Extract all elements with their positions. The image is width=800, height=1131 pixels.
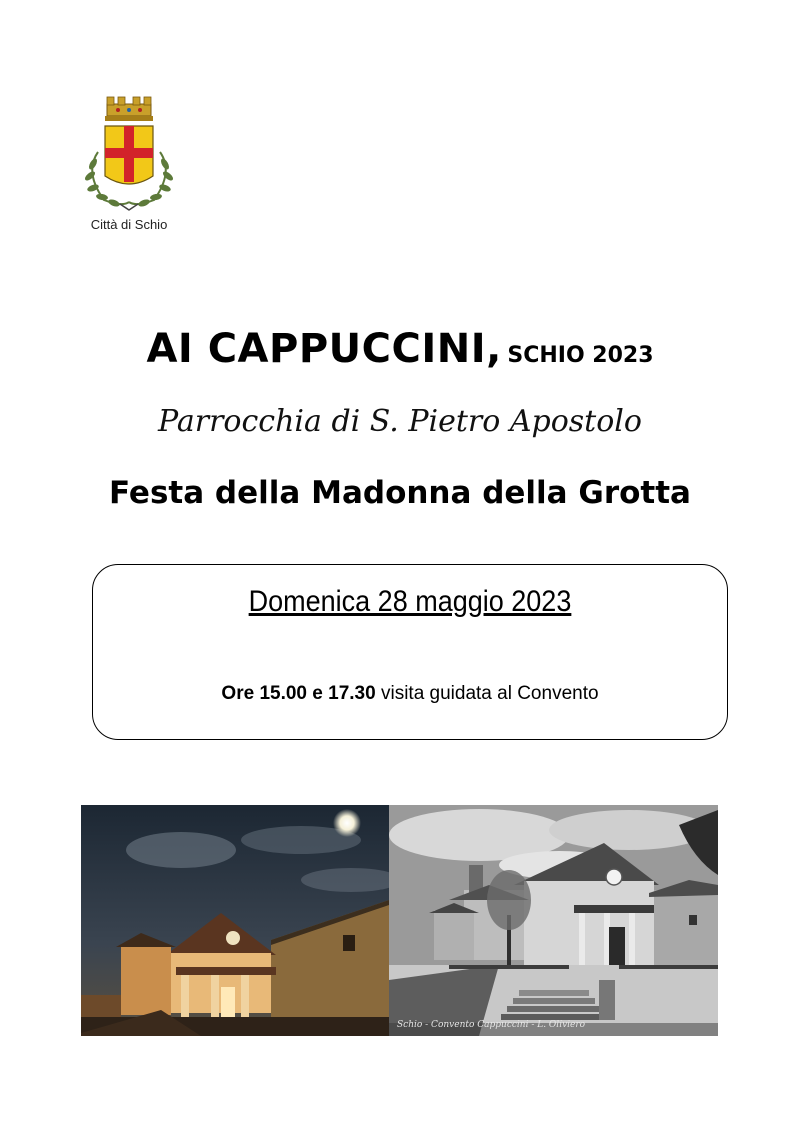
photo-caption: Schio - Convento Cappuccini - L. Oliviero bbox=[397, 1020, 586, 1030]
event-schedule bbox=[93, 683, 727, 705]
schedule-conj: e bbox=[312, 683, 323, 704]
photos bbox=[81, 805, 718, 1036]
city-logo bbox=[74, 92, 184, 252]
schedule-time-1: 15.00 bbox=[259, 683, 307, 704]
event-date: Domenica 28 maggio 2023 bbox=[248, 585, 572, 618]
shield-icon bbox=[105, 126, 153, 184]
schedule-text: visita guidata al Convento bbox=[380, 683, 599, 704]
title-main: AI CAPPUCCINI, bbox=[146, 326, 502, 372]
event-title: Festa della Madonna della Grotta bbox=[109, 475, 691, 511]
coat-of-arms-icon bbox=[74, 92, 184, 217]
photo-convent-bw bbox=[389, 805, 718, 1036]
parish-subtitle: Parrocchia di S. Pietro Apostolo bbox=[158, 404, 642, 439]
logo-caption: Città di Schio bbox=[90, 217, 168, 232]
info-box bbox=[92, 564, 728, 740]
crown-icon bbox=[105, 97, 153, 121]
title-sub: SCHIO 2023 bbox=[507, 343, 654, 368]
photo-night-convent bbox=[81, 805, 389, 1036]
page-title bbox=[0, 326, 800, 372]
schedule-prefix: Ore bbox=[221, 683, 255, 704]
schedule-time-2: 17.30 bbox=[328, 683, 376, 704]
